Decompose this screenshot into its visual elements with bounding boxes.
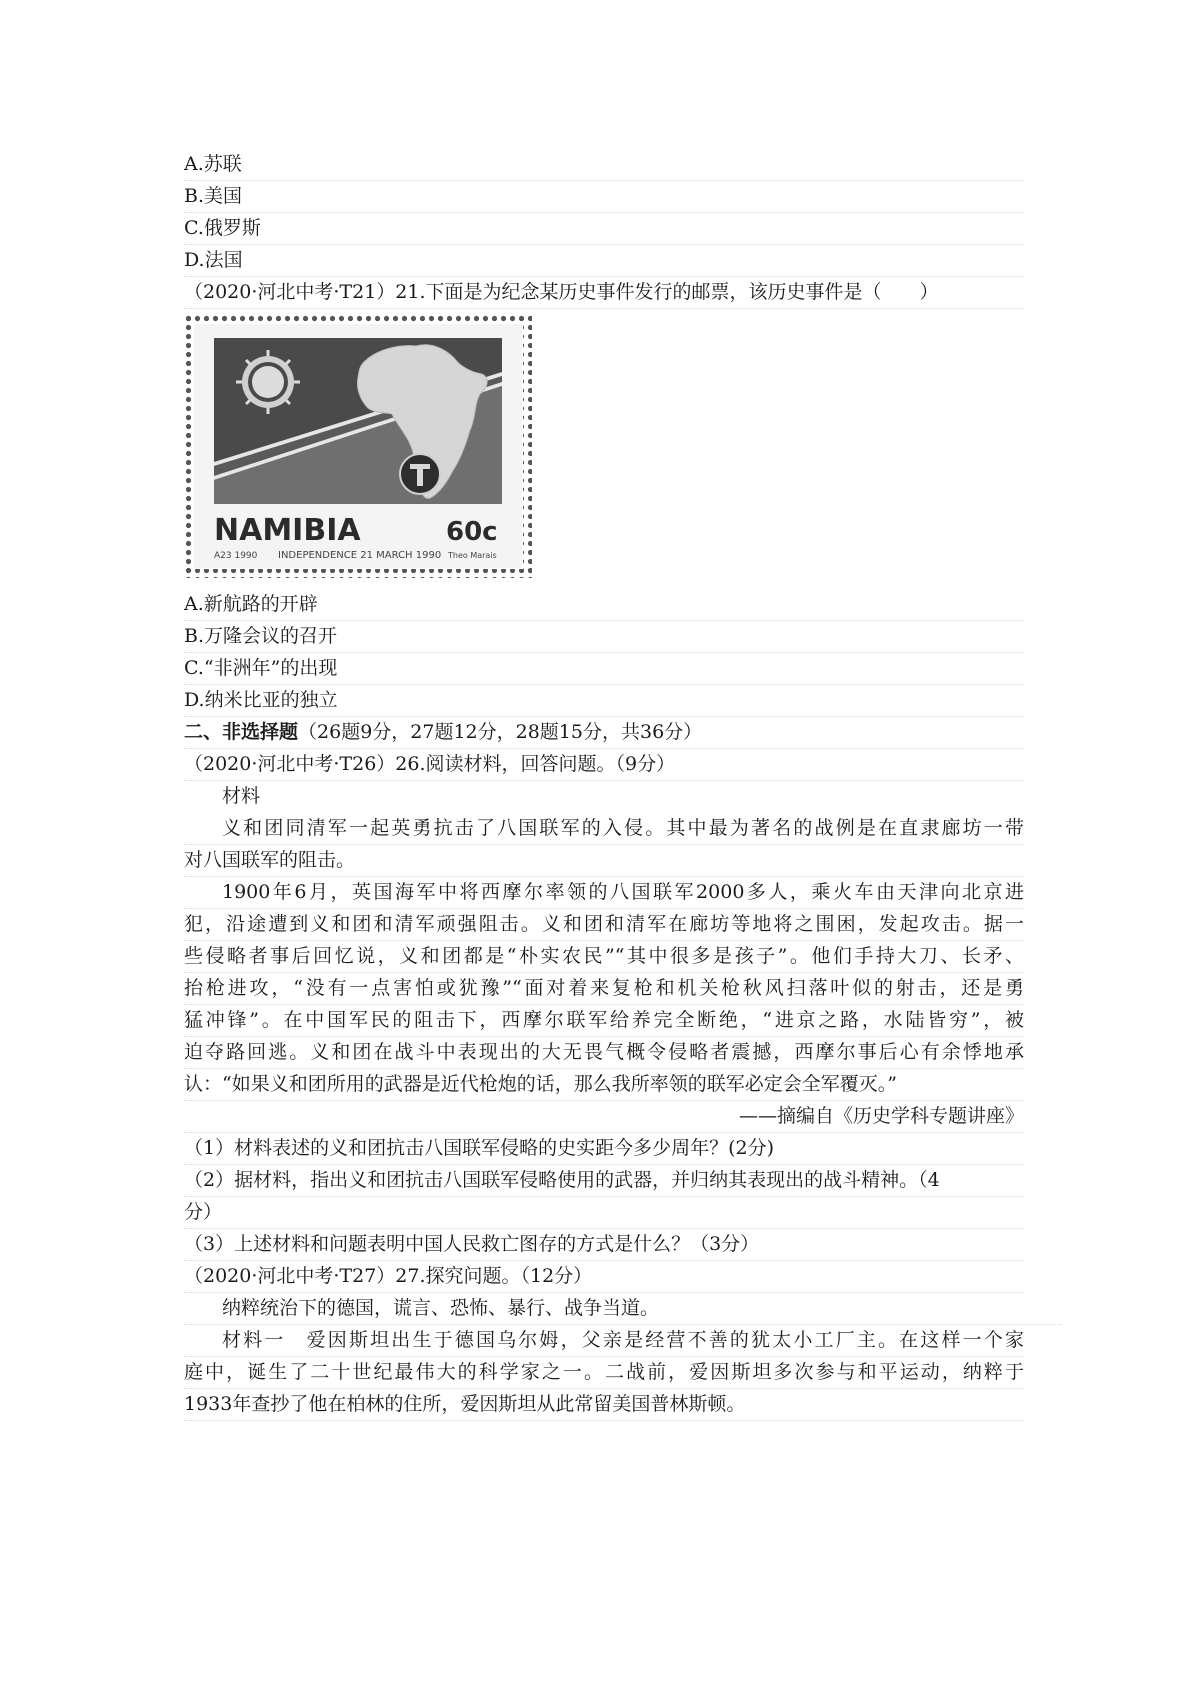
q27-m1-line2: 庭中，诞生了二十世纪最伟大的科学家之一。二战前，爱因斯坦多次参与和平运动，纳粹于 xyxy=(184,1356,1024,1389)
q26-question-2: （2）据材料，指出义和团抗击八国联军侵略使用的武器，并归纳其表现出的战斗精神。（4 xyxy=(184,1164,1024,1197)
q26-question-3: （3）上述材料和问题表明中国人民救亡图存的方式是什么？（3分） xyxy=(184,1228,1024,1261)
q26-source: ——摘编自《历史学科专题讲座》 xyxy=(184,1100,1024,1133)
q26-p1-line2: 对八国联军的阻击。 xyxy=(184,844,1024,877)
q27-stem: （2020·河北中考·T27）27.探究问题。（12分） xyxy=(184,1260,1024,1293)
q20-option-c: C.俄罗斯 xyxy=(184,212,1024,245)
q26-p2-line4: 抬枪进攻，“没有一点害怕或犹豫”“面对着来复枪和机关枪秋风扫落叶似的射击，还是勇 xyxy=(184,972,1024,1005)
q21-option-a: A.新航路的开辟 xyxy=(184,588,1024,621)
q20-option-a: A.苏联 xyxy=(184,148,1024,181)
q26-p2-line5: 猛冲锋”。在中国军民的阻击下，西摩尔联军给养完全断绝，“进京之路，水陆皆穷”，被 xyxy=(184,1004,1024,1037)
namibia-stamp-image xyxy=(184,314,532,578)
stamp-caption-right: Theo Marais xyxy=(448,551,497,560)
q20-option-b: B.美国 xyxy=(184,180,1024,213)
stamp-caption-left: A23 1990 xyxy=(214,551,258,561)
stamp-country: NAMIBIA xyxy=(214,513,361,548)
q27-intro: 纳粹统治下的德国，谎言、恐怖、暴行、战争当道。 xyxy=(184,1292,1062,1325)
t-emblem-icon xyxy=(400,454,440,494)
q21-option-c: C.“非洲年”的出现 xyxy=(184,652,1024,685)
q26-question-2-cont: 分） xyxy=(184,1196,1024,1229)
q21-option-b: B.万隆会议的召开 xyxy=(184,620,1024,653)
q20-option-d: D.法国 xyxy=(184,244,1024,277)
q26-material-label: 材料 xyxy=(222,785,261,807)
q26-p1-line1: 义和团同清军一起英勇抗击了八国联军的入侵。其中最为著名的战例是在直隶廊坊一带 xyxy=(184,812,1024,845)
q26-p2-line3: 些侵略者事后回忆说，义和团都是“朴实农民”“其中很多是孩子”。他们手持大刀、长矛、 xyxy=(184,940,1024,973)
q21-option-d: D.纳米比亚的独立 xyxy=(184,684,1024,717)
q21-stem: （2020·河北中考·T21）21.下面是为纪念某历史事件发行的邮票，该历史事件是（ ） xyxy=(184,276,1024,309)
q26-p2-line7: 认：“如果义和团所用的武器是近代枪炮的话，那么我所率领的联军必定会全军覆灭。” xyxy=(184,1068,1024,1101)
section-note: （26题9分，27题12分，28题15分，共36分） xyxy=(298,721,703,743)
section-heading xyxy=(184,716,1024,749)
q27-m1-line3: 1933年查抄了他在柏林的住所，爱因斯坦从此常留美国普林斯顿。 xyxy=(184,1388,1024,1421)
q26-p2-line2: 犯，沿途遭到义和团和清军顽强阻击。义和团和清军在廊坊等地将之围困，发起攻击。据一 xyxy=(184,908,1024,941)
section-title: 二、非选择题 xyxy=(184,721,299,743)
q27-m1-line1: 材料一 爱因斯坦出生于德国乌尔姆，父亲是经营不善的犹太小工厂主。在这样一个家 xyxy=(184,1324,1024,1357)
stamp-value: 60c xyxy=(446,517,498,547)
q26-stem: （2020·河北中考·T26）26.阅读材料，回答问题。（9分） xyxy=(184,748,1024,781)
q26-p2-line1: 1900年6月，英国海军中将西摩尔率领的八国联军2000多人，乘火车由天津向北京进 xyxy=(184,876,1024,909)
q26-question-1: （1）材料表述的义和团抗击八国联军侵略的史实距今多少周年？(2分) xyxy=(184,1132,1024,1165)
q26-p2-line6: 迫夺路回逃。义和团在战斗中表现出的大无畏气概令侵略者震撼，西摩尔事后心有余悸地承 xyxy=(184,1036,1024,1069)
stamp-caption-center: INDEPENDENCE 21 MARCH 1990 xyxy=(278,550,442,561)
